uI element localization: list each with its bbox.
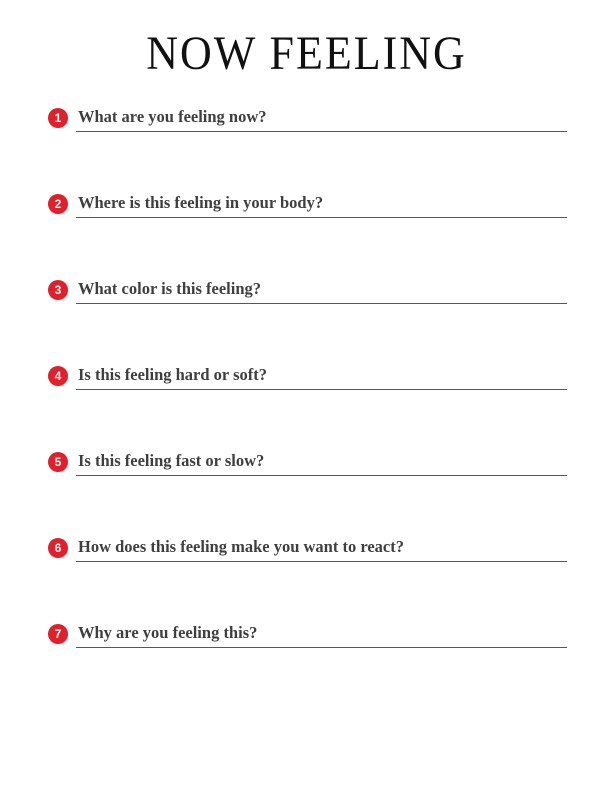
question-text: What are you feeling now? [78,107,267,126]
question-number-badge: 2 [48,194,68,214]
question-item [48,537,568,563]
question-item [48,107,568,133]
question-text: Is this feeling hard or soft? [78,365,267,384]
question-item [48,451,568,477]
question-number-badge: 7 [48,624,68,644]
answer-line[interactable] [76,475,567,476]
question-text: Where is this feeling in your body? [78,193,324,212]
question-item [48,365,568,391]
question-number-badge: 3 [48,280,68,300]
question-item [48,623,568,649]
answer-line[interactable] [76,647,567,648]
question-text: Why are you feeling this? [78,623,258,642]
answer-line[interactable] [76,561,567,562]
question-item [48,193,568,219]
answer-line[interactable] [76,131,567,132]
question-number-badge: 5 [48,452,68,472]
question-item [48,279,568,305]
answer-line[interactable] [76,303,567,304]
question-number-badge: 6 [48,538,68,558]
question-text: What color is this feeling? [78,279,262,298]
answer-line[interactable] [76,389,567,390]
question-text: How does this feeling make you want to react? [78,537,405,556]
question-number-badge: 4 [48,366,68,386]
page-title: NOW FEELING [146,27,467,80]
question-number-badge: 1 [48,108,68,128]
answer-line[interactable] [76,217,567,218]
question-text: Is this feeling fast or slow? [78,451,265,470]
